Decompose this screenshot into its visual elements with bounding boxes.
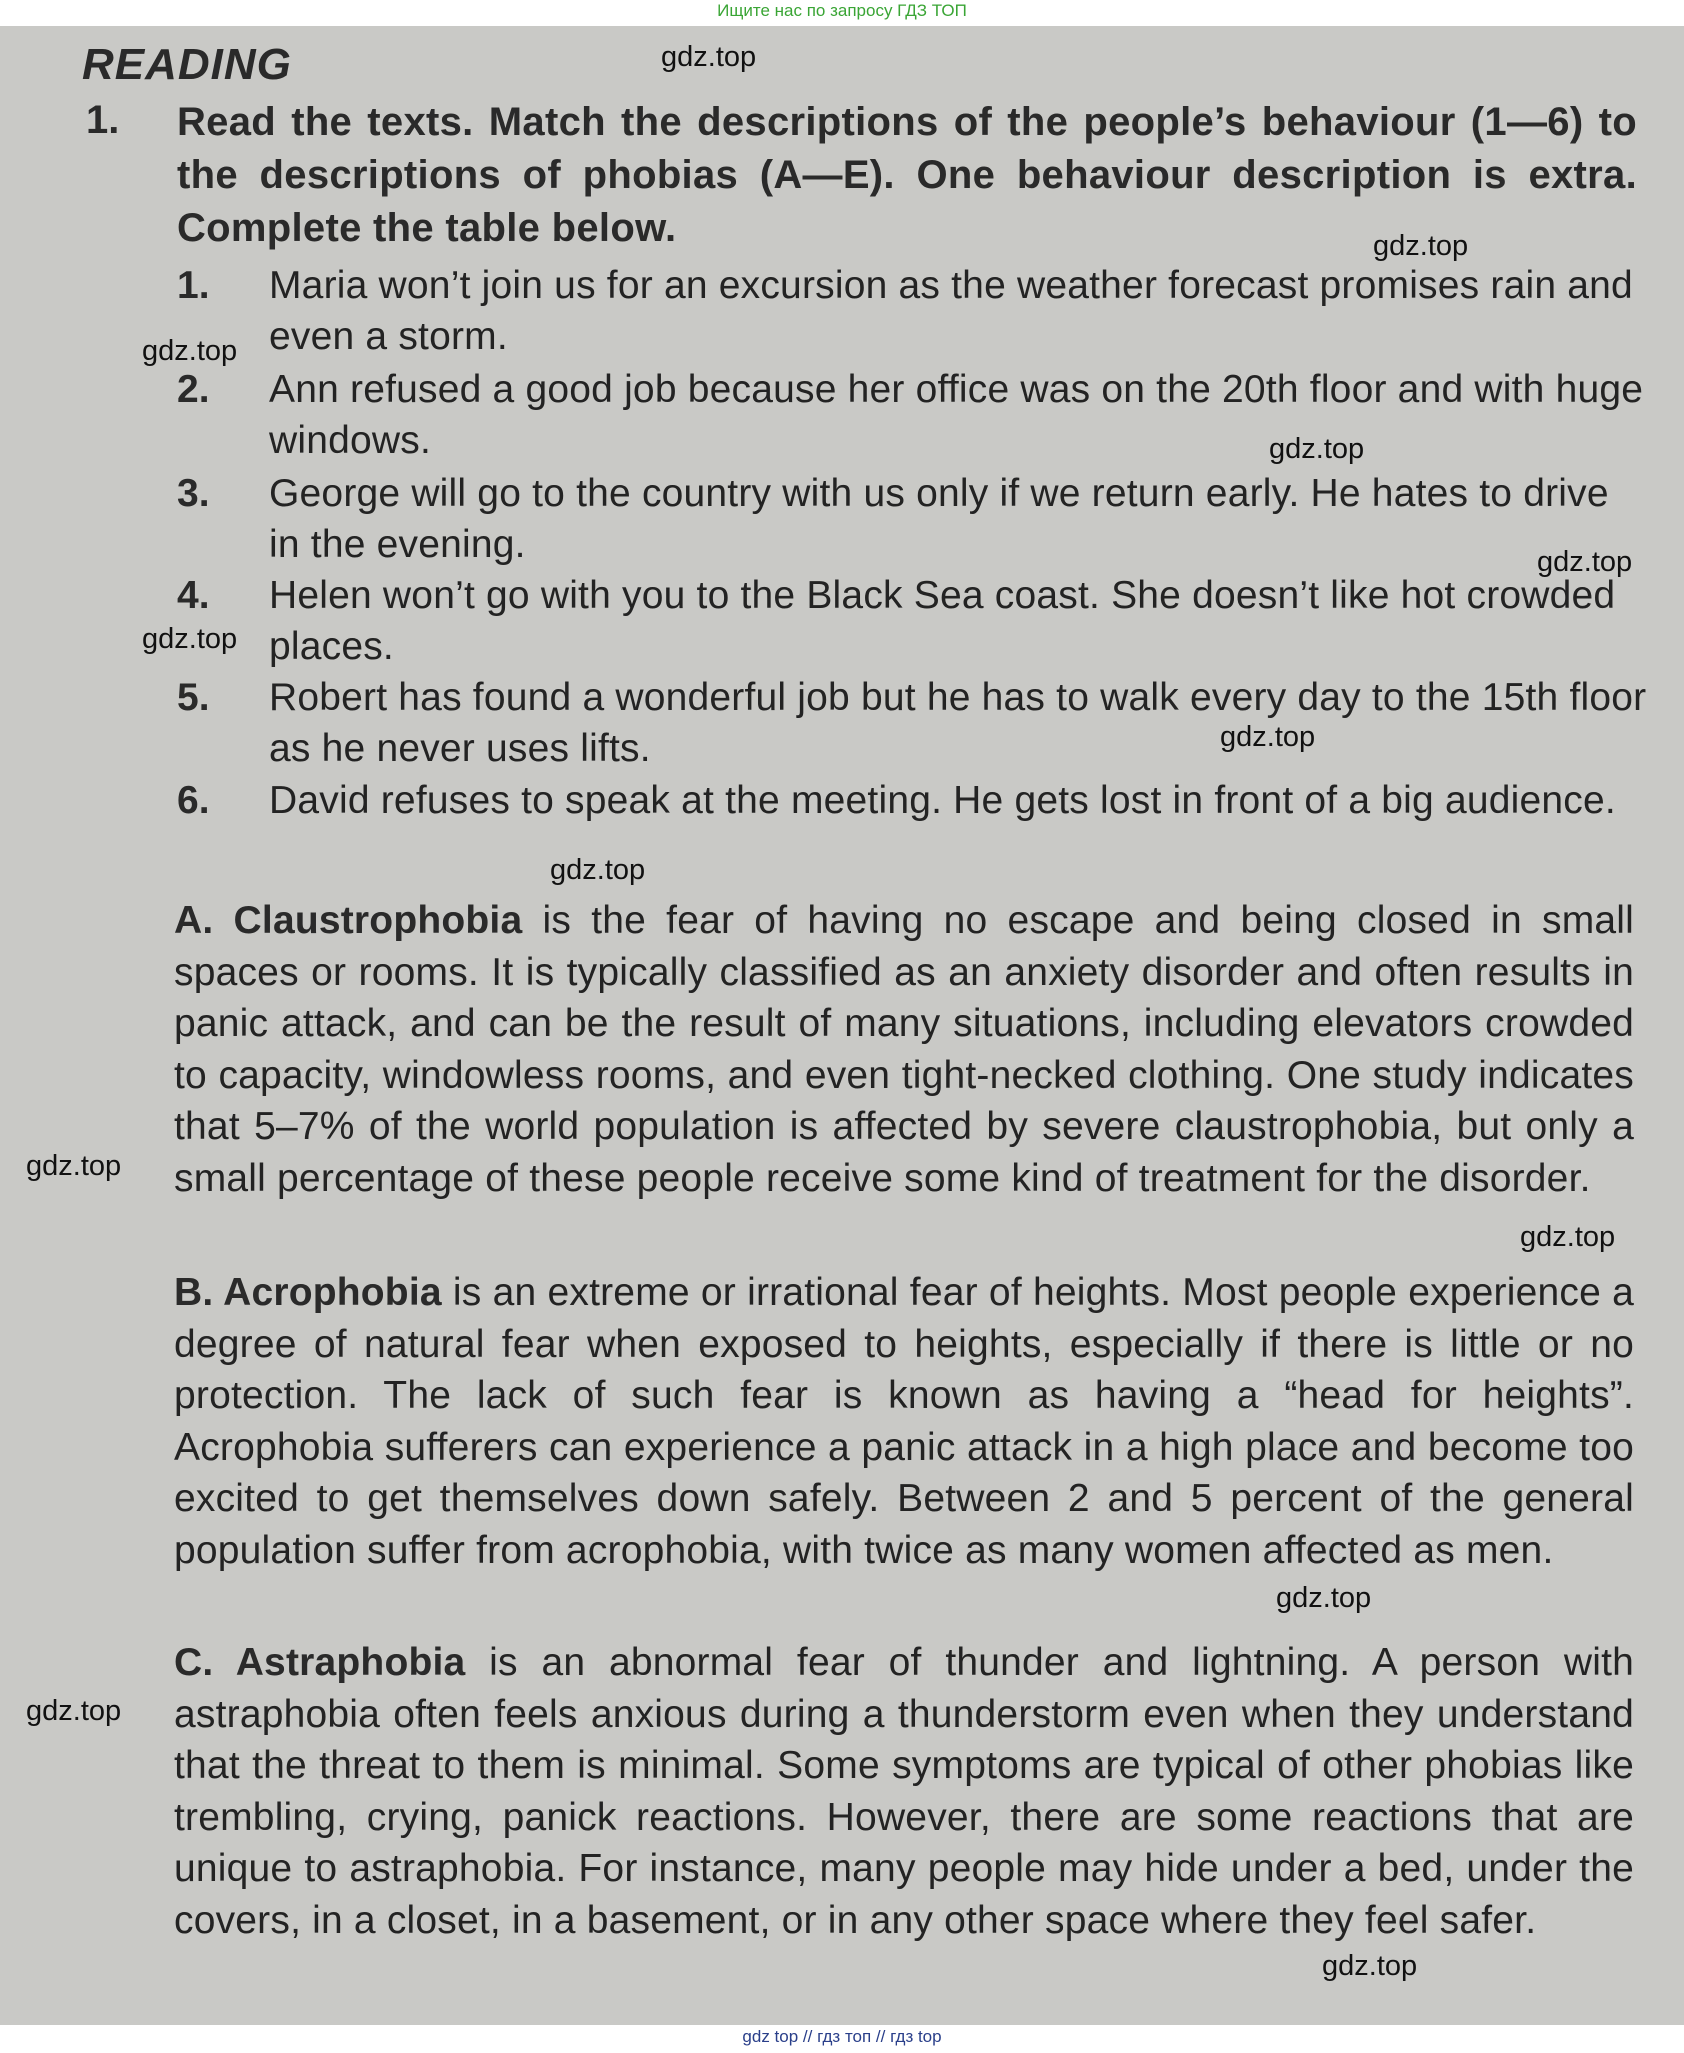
bottom-banner[interactable]: gdz top // гдз топ // гдз top [742,2027,942,2046]
phobia-term: A. Claustrophobia [174,899,523,942]
behaviour-item-6 [177,775,1647,826]
behaviour-number: 1. [177,264,210,307]
behaviour-number: 2. [177,368,210,411]
phobia-b-paragraph [174,1267,1634,1576]
task-number: 1. [86,98,120,142]
behaviour-item-3 [177,468,1647,570]
watermark: gdz.top [1537,546,1633,578]
behaviour-text: Robert has found a wonderful job but he has to walk every day to the 15th floor as he never uses lifts. [269,676,1647,770]
phobia-c-paragraph [174,1637,1634,1946]
behaviour-text: Ann refused a good job because her office was on the 20th floor and with huge windows. [269,368,1644,462]
behaviour-item-1 [177,260,1647,362]
watermark: gdz.top [26,1150,122,1182]
phobia-description: is an abnormal fear of thunder and lightning. A person with astraphobia often feels anxious during a thunderstorm even when they understand that the threat to them is minimal. Some symptoms are typical of other phobias like trembling, crying, panick reactions. However, there are some reactions that are unique to astraphobia. For instance, many people may hide under a bed, under the covers, in a closet, in a basement, or in any other space where they feel safer. [174,1641,1634,1942]
behaviour-text: George will go to the country with us only if we return early. He hates to drive in the evening. [269,472,1609,566]
behaviour-number: 5. [177,676,210,719]
phobia-a-paragraph [174,895,1634,1204]
behaviour-item-2 [177,364,1647,466]
top-banner[interactable]: Ищите нас по запросу ГДЗ ТОП [717,1,967,20]
phobia-description: is the fear of having no escape and being closed in small spaces or rooms. It is typically classified as an anxiety disorder and often results in panic attack, and can be the result of many situations, including elevators crowded to capacity, windowless rooms, and even tight-necked clothing. One study indicates that 5–7% of the world population is affected by severe claustrophobia, but only a small percentage of these people receive some kind of treatment for the disorder. [174,899,1635,1200]
behaviour-text: David refuses to speak at the meeting. He gets lost in front of a big audience. [269,779,1616,822]
behaviour-number: 4. [177,574,210,617]
watermark: gdz.top [1269,433,1365,465]
watermark: gdz.top [1322,1950,1418,1982]
watermark: gdz.top [26,1695,122,1727]
behaviour-text: Maria won’t join us for an excursion as the weather forecast promises rain and even a storm. [269,264,1633,358]
section-title: READING [82,40,292,89]
watermark: gdz.top [1373,230,1469,262]
watermark: gdz.top [661,41,757,73]
phobia-description: is an extreme or irrational fear of heights. Most people experience a degree of natural fear when exposed to heights, especially if there is little or no protection. The lack of such fear is known as having a “head for heights”. Acrophobia sufferers can experience a panic attack in a high place and become too excited to get themselves down safely. Between 2 and 5 percent of the general population suffer from acrophobia, with twice as many women affected as men. [174,1271,1634,1572]
watermark: gdz.top [1520,1221,1616,1253]
behaviour-number: 3. [177,472,210,515]
behaviour-number: 6. [177,779,210,822]
task-instruction: Read the texts. Match the descriptions of the people’s behaviour (1—6) to the descriptions of phobias (A—E). One behaviour description is extra. Complete the table below. [177,100,1637,250]
watermark: gdz.top [1220,721,1316,753]
watermark: gdz.top [142,335,238,367]
textbook-page [0,26,1684,2025]
behaviour-text: Helen won’t go with you to the Black Sea coast. She doesn’t like hot crowded places. [269,574,1616,668]
phobia-term: C. Astraphobia [174,1641,466,1684]
phobia-term: B. Acrophobia [174,1271,442,1314]
behaviour-item-5 [177,672,1647,774]
watermark: gdz.top [142,623,238,655]
watermark: gdz.top [1276,1582,1372,1614]
behaviour-item-4 [177,570,1647,672]
watermark: gdz.top [550,854,646,886]
